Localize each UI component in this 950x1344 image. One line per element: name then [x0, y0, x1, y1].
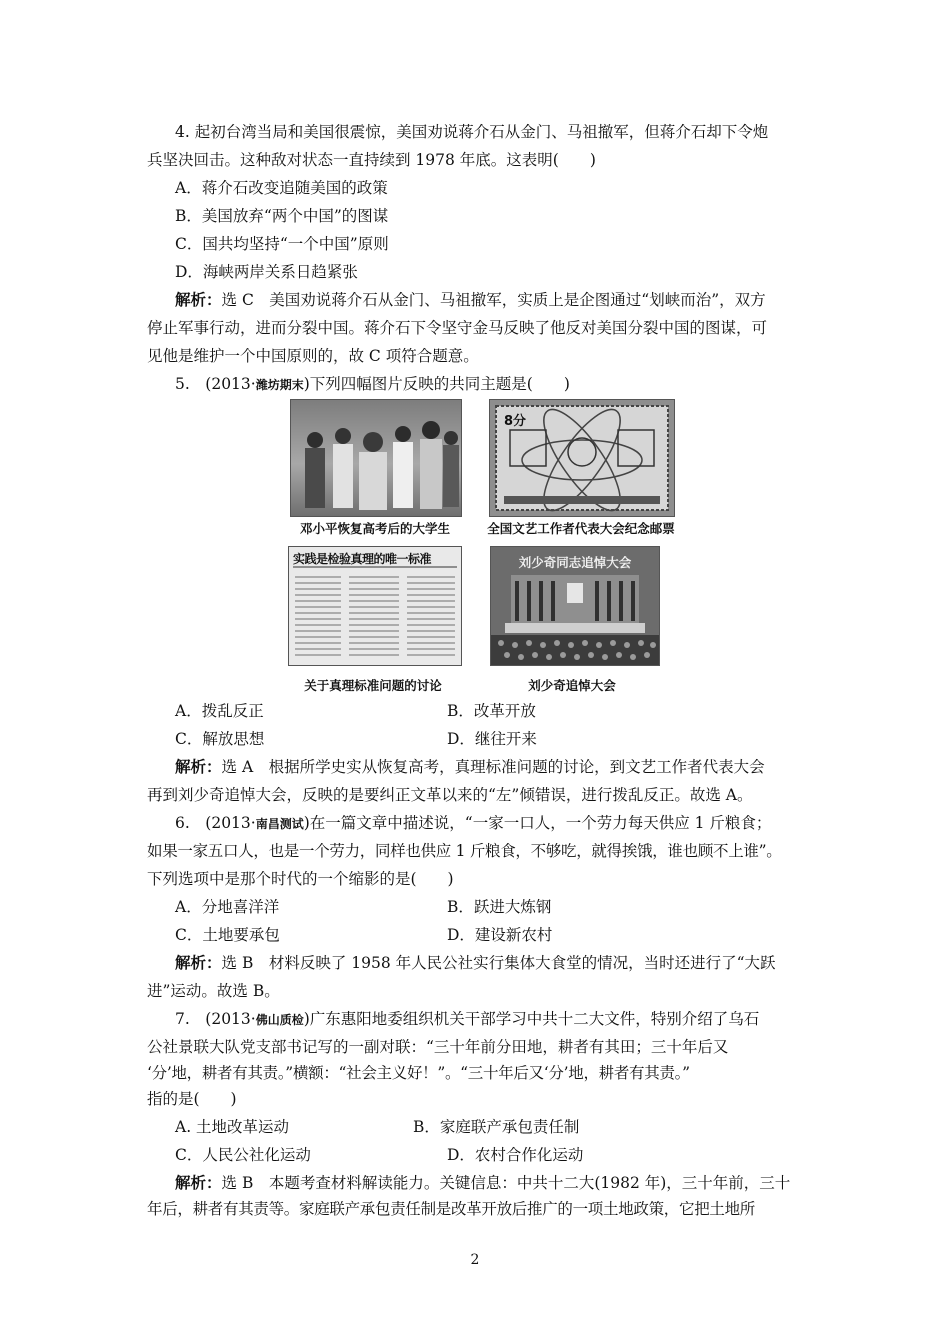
- caption-truth-criterion: 关于真理标准问题的讨论: [304, 678, 442, 693]
- q4-option-a: A．蒋介石改变追随美国的政策: [175, 179, 388, 197]
- memorial-scene-graphic: [491, 547, 659, 665]
- newspaper-headline: 实践是检验真理的唯一标准: [293, 552, 432, 566]
- q4-analysis-line3: 见他是维护一个中国原则的，故 C 项符合题意。: [147, 347, 479, 365]
- caption-college-students: 邓小平恢复高考后的大学生: [299, 521, 450, 536]
- q7-stem-line2: 公社景联大队党支部书记写的一副对联：“三十年前分田地，耕者有其田；三十年后又: [147, 1038, 729, 1056]
- q6-stem-line2: 如果一家五口人，也是一个劳力，同样也供应 1 斤粮食，不够吃，就得挨饿，谁也顾不上谁”。: [147, 842, 782, 860]
- analysis-label: 解析：: [175, 1173, 222, 1192]
- q5-source: 潍坊期末: [255, 378, 304, 392]
- q5-option-c: C．解放思想: [175, 730, 265, 748]
- q6-number: 6. (2013·: [175, 814, 256, 832]
- q4-analysis-line1: [175, 290, 835, 310]
- q5-option-d: D．继往开来: [447, 730, 537, 748]
- q6-analysis-line2: 进”运动。故选 B。: [147, 982, 280, 1000]
- q7-option-a: A. 土地改革运动: [175, 1118, 290, 1136]
- q5-option-b: B．改革开放: [447, 702, 536, 720]
- q7-option-c: C．人民公社化运动: [175, 1146, 311, 1164]
- q6-option-b: B．跃进大炼钢: [447, 898, 552, 916]
- q5-analysis-line1: [175, 757, 835, 777]
- newspaper-truth-criterion: [288, 546, 462, 666]
- q7-stem-line1: [175, 1009, 835, 1030]
- q7-number: 7. (2013·: [175, 1010, 256, 1028]
- page-number: 2: [470, 1252, 480, 1268]
- q4-stem-line2: 兵坚决回击。这种敌对状态一直持续到 1978 年底。这表明( ): [147, 151, 596, 169]
- q7-stem-line4: 指的是( ): [147, 1090, 237, 1108]
- q5-option-a: A．拨乱反正: [175, 702, 264, 720]
- analysis-text: 选 B 材料反映了 1958 年人民公社实行集体大食堂的情况，当时还进行了“大跃: [221, 954, 776, 972]
- q6-analysis-line1: [175, 953, 835, 973]
- analysis-text: 选 B 本题考查材料解读能力。关键信息：中共十二大(1982 年)，三十年前，三十: [221, 1174, 791, 1192]
- q7-analysis-line2: 年后，耕者有其责等。家庭联产承包责任制是改革开放后推广的一项土地政策，它把土地所: [147, 1200, 756, 1218]
- q7-option-d: D．农村合作化运动: [447, 1146, 584, 1164]
- q5-number: 5. (2013·: [175, 375, 256, 393]
- analysis-text: 选 A 根据所学史实从恢复高考，真理标准问题的讨论，到文艺工作者代表大会: [221, 758, 765, 776]
- analysis-label: 解析：: [175, 290, 222, 309]
- photo-college-students: [290, 399, 462, 517]
- stamp-value: 8分: [504, 414, 527, 429]
- caption-stamp: 全国文艺工作者代表大会纪念邮票: [487, 521, 675, 536]
- q6-stem-line3: 下列选项中是那个时代的一个缩影的是( ): [147, 870, 454, 888]
- q6-option-a: A．分地喜洋洋: [175, 898, 280, 916]
- q6-option-d: D．建设新农村: [447, 926, 553, 944]
- q7-option-b: B．家庭联产承包责任制: [413, 1118, 580, 1136]
- q4-option-c: C．国共均坚持“一个中国”原则: [175, 235, 389, 253]
- q7-source: 佛山质检: [255, 1013, 304, 1027]
- q4-stem-line1: 4. 起初台湾当局和美国很震惊，美国劝说蒋介石从金门、马祖撤军，但蒋介石却下令炮: [175, 123, 769, 141]
- photo-liu-shaoqi-memorial: [490, 546, 660, 666]
- q5-analysis-line2: 再到刘少奇追悼大会，反映的是要纠正文革以来的“左”倾错误，进行拨乱反正。故选 A。: [147, 786, 753, 804]
- analysis-text: 选 C 美国劝说蒋介石从金门、马祖撤军，实质上是企图通过“划峡而治”，双方: [221, 291, 766, 309]
- analysis-label: 解析：: [175, 757, 222, 776]
- q6-stem-line1: [175, 813, 835, 834]
- q6-option-c: C．土地要承包: [175, 926, 280, 944]
- caption-memorial: 刘少奇追悼大会: [528, 678, 616, 693]
- q6-stem-text: )在一篇文章中描述说，“一家一口人，一个劳力每天供应 1 斤粮食；: [303, 814, 772, 832]
- q4-analysis-line2: 停止军事行动，进而分裂中国。蒋介石下令坚守金马反映了他反对美国分裂中国的图谋，可: [147, 319, 768, 337]
- stamp-literary-congress: [489, 399, 675, 517]
- analysis-label: 解析：: [175, 953, 222, 972]
- memorial-banner: 刘少奇同志追悼大会: [518, 555, 632, 570]
- q7-stem-line3: ‘分’地，耕者有其责。”横额：“社会主义好！”。“三十年后又‘分’地，耕者有其责。”: [147, 1064, 690, 1082]
- photo-students-graphic: [291, 400, 461, 516]
- q7-stem-text: )广东惠阳地委组织机关干部学习中共十二大文件，特别介绍了乌石: [303, 1010, 760, 1028]
- newspaper-text-graphic: [289, 547, 461, 665]
- q7-analysis-line1: [175, 1173, 835, 1193]
- q6-source: 南昌测试: [255, 817, 304, 831]
- q5-stem: [175, 374, 835, 395]
- q4-option-b: B．美国放弃“两个中国”的图谋: [175, 207, 389, 225]
- q5-stem-text: )下列四幅图片反映的共同主题是( ): [303, 375, 570, 393]
- q4-option-d: D．海峡两岸关系日趋紧张: [175, 263, 358, 281]
